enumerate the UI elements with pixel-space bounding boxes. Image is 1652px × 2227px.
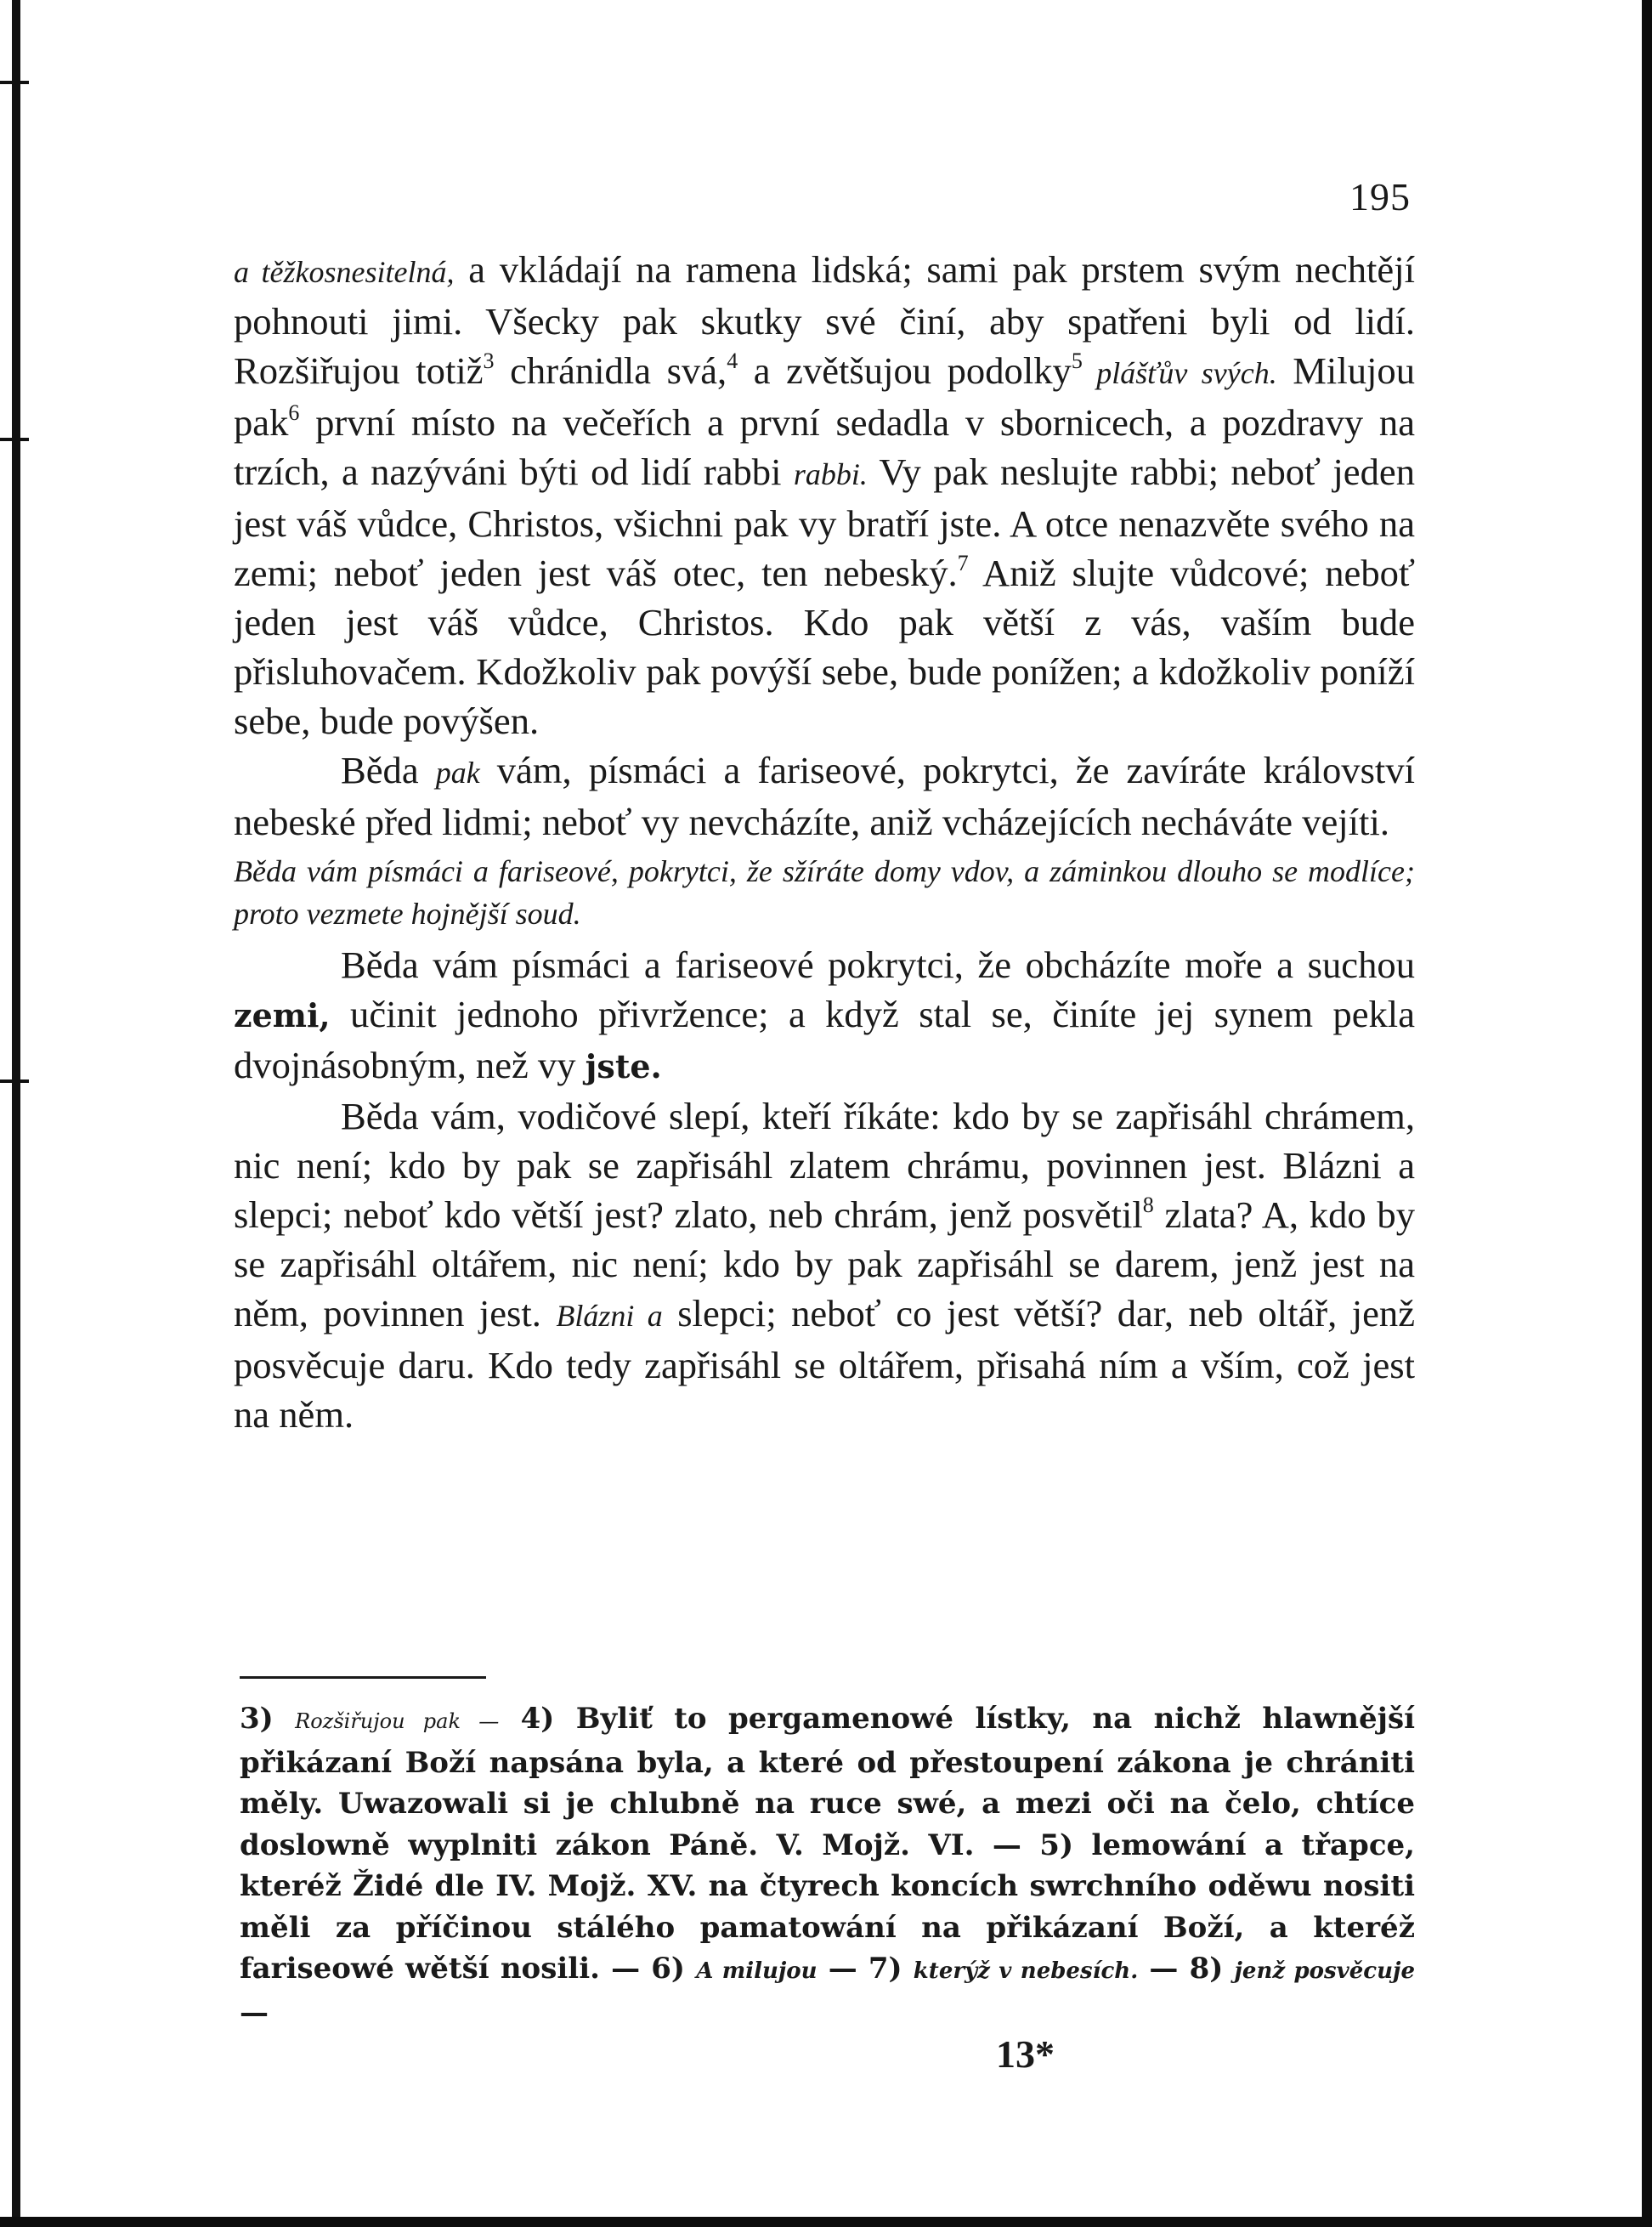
text-run: — 7): [817, 1952, 914, 1986]
italic-text: Blázni a: [556, 1299, 663, 1333]
italic-text: pak: [435, 756, 480, 790]
footnote-ref: 3: [483, 348, 495, 373]
text-run: první místo na večeřích a první sedadla v sbornicech, a pozdravy na trzích, a nazýváni býti od lidí rabbi: [234, 401, 1415, 493]
text-run: Aniž slujte vůdcové; neboť jeden jest váš vůdce, Christos. Kdo pak větší z vás, vaším bude přisluhovačem. Kdožkoliv pak povýší sebe, bude ponížen; a kdožkoliv poníží sebe, bude povýšen.: [234, 552, 1415, 742]
text-run: Běda: [341, 749, 436, 791]
text-run: a vkládají na ramena lidská; sami pak prstem svým nechtějí pohnouti jimi. Všecky pak skutky své činí, aby spatřeni byli od lidí. Rozšiřujou totiž: [234, 248, 1416, 392]
italic-text: A milujou: [696, 1958, 818, 1984]
page-number: 195: [1349, 175, 1411, 218]
footnote-rule: [240, 1676, 486, 1679]
fraktur-text: zemi,: [234, 996, 331, 1034]
text-run: Běda vám písmáci a fariseové pokrytci, že obcházíte moře a suchou: [341, 944, 1415, 986]
text-run: Vy pak neslujte rabbi; neboť jeden jest váš vůdce, Christos, všichni pak vy bratří jste. A otce nenazvěte svého na zemi; neboť jeden jest váš otec, ten nebeský.: [234, 450, 1415, 594]
fraktur-text: jste.: [585, 1047, 662, 1085]
paragraph: [234, 1091, 1415, 1439]
text-run: —: [240, 1995, 269, 2030]
footnote-ref: 8: [1142, 1193, 1154, 1217]
text-run: zlata? A, kdo by se zapřisáhl oltářem, nic není; kdo by pak zapřisáhl se darem, jenž jest na něm, povinnen jest.: [234, 1193, 1415, 1334]
binding-mark: [0, 438, 29, 441]
paragraph: [234, 745, 1415, 847]
italic-text: kterýž v nebesích.: [913, 1958, 1139, 1984]
scan-frame-right: [1642, 0, 1652, 2227]
text-run: Milujou pak: [234, 349, 1415, 444]
note-paragraph: [234, 850, 1415, 935]
footnote-ref: 4: [727, 348, 738, 373]
italic-text: a těžkosnesitelná,: [234, 255, 455, 289]
italic-text: plášťův svých.: [1082, 356, 1277, 390]
scan-frame-bottom: [0, 2217, 1652, 2227]
paragraph: [234, 940, 1415, 1091]
italic-text: rabbi.: [793, 457, 868, 491]
text-run: učinit jednoho přivržence; a když stal se, činíte jej synem pekla dvojnásobným, než vy: [234, 993, 1415, 1086]
body-text: [234, 245, 1415, 1439]
footnote-lead-text: Rozšiřujou pak —: [295, 1709, 500, 1733]
binding-mark: [0, 81, 29, 84]
text-run: Běda vám písmáci a fariseové, pokrytci, že sžíráte domy vdov, a záminkou dlouho se modlíce; proto vezmete hojnější soud.: [234, 854, 1415, 931]
paragraph: [234, 245, 1415, 745]
binding-edge: [0, 0, 29, 2227]
text-run: 3): [240, 1702, 296, 1736]
text-run: — 8): [1138, 1952, 1235, 1986]
signature-mark: 13*: [996, 2032, 1055, 2076]
italic-text: jenž posvěcuje: [1234, 1958, 1415, 1984]
footnote-ref: 5: [1071, 348, 1083, 373]
text-run: a zvětšujou podolky: [738, 349, 1072, 392]
text-run: Běda vám, vodičové slepí, kteří říkáte: kdo by se zapřisáhl chrámem, nic není; kdo by pak se zapřisáhl zlatem chrámu, povinnen jest. Blázni a slepci; neboť kdo větší jest? zlato, neb chrám, jenž posvětil: [234, 1095, 1415, 1236]
text-run: slepci; neboť co jest větší? dar, neb oltář, jenž posvěcuje daru. Kdo tedy zapřisáhl se oltářem, přisahá ním a vším, což jest na něm.: [234, 1292, 1415, 1436]
footnotes: [240, 1698, 1415, 2033]
binding-mark: [0, 1080, 29, 1083]
text-run: 4) Byliť to pergamenowé lístky, na nichž hlawnější přikázaní Boží napsána byla, a které od přestoupení zákona je chrániti měly. Uwazowali si je chlubně na ruce swé, a mezi oči na čelo, chtíce doslowně wyplniti zákon Páně. V. Mojž. VI. — 5) lemowání a třapce, kteréž Židé dle IV. Mojž. XV. na čtyrech koncích swrchního oděwu nositi měli za příčinou stálého pamatowání na přikázaní Boží, a kteréž fariseowé wětší nosili. — 6): [240, 1702, 1416, 1986]
footnote-ref: 6: [288, 400, 300, 425]
text-run: vám, písmáci a fariseové, pokrytci, že zavíráte království nebeské před lidmi; neboť vy nevcházíte, aniž vcházejících necháváte vejíti.: [234, 749, 1416, 843]
footnote-ref: 7: [957, 551, 969, 575]
text-run: chránidla svá,: [494, 349, 727, 392]
